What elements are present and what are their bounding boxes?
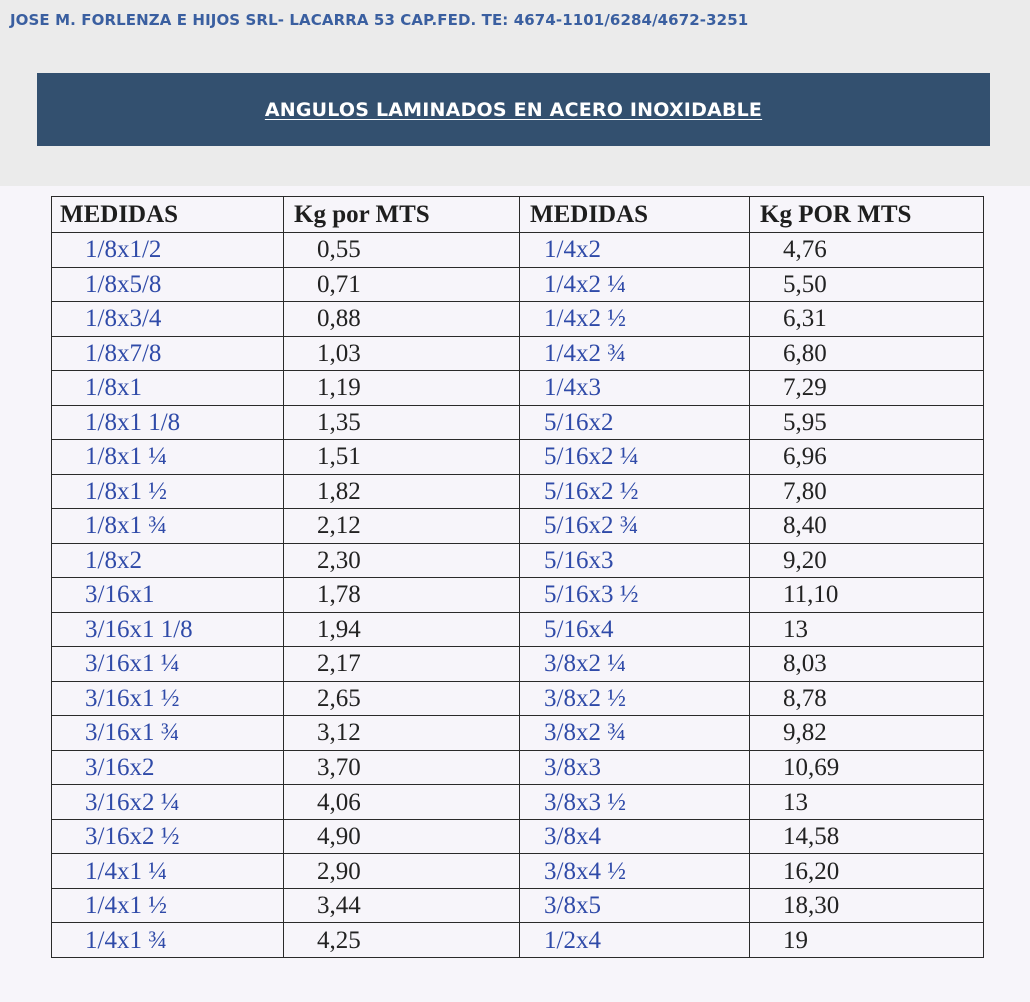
table-row <box>52 371 984 406</box>
medida-left-cell: 1/8x1 1/8 <box>52 405 284 440</box>
kg-left-cell: 0,71 <box>284 267 520 302</box>
kg-left-cell: 3,44 <box>284 888 520 923</box>
kg-right-cell: 7,29 <box>750 371 984 406</box>
table-row <box>52 647 984 682</box>
table-row <box>52 543 984 578</box>
kg-left-cell: 4,90 <box>284 819 520 854</box>
medida-left-cell: 1/8x1 <box>52 371 284 406</box>
kg-right-cell: 16,20 <box>750 854 984 889</box>
medida-left-cell: 3/16x1 1/8 <box>52 612 284 647</box>
header-kg-right: Kg POR MTS <box>750 197 984 233</box>
medida-left-cell: 1/8x1/2 <box>52 233 284 268</box>
kg-right-cell: 6,80 <box>750 336 984 371</box>
table-row <box>52 854 984 889</box>
kg-right-cell: 8,78 <box>750 681 984 716</box>
kg-left-cell: 3,12 <box>284 716 520 751</box>
kg-right-cell: 8,03 <box>750 647 984 682</box>
kg-left-cell: 1,82 <box>284 474 520 509</box>
kg-right-cell: 14,58 <box>750 819 984 854</box>
kg-left-cell: 4,06 <box>284 785 520 820</box>
medida-left-cell: 3/16x1 ½ <box>52 681 284 716</box>
table-row <box>52 267 984 302</box>
medida-left-cell: 1/4x1 ¾ <box>52 923 284 958</box>
kg-left-cell: 2,65 <box>284 681 520 716</box>
medida-right-cell: 3/8x4 <box>520 819 750 854</box>
medida-left-cell: 3/16x1 <box>52 578 284 613</box>
medida-left-cell: 1/8x1 ¼ <box>52 440 284 475</box>
medida-left-cell: 1/8x3/4 <box>52 302 284 337</box>
medida-right-cell: 5/16x2 ½ <box>520 474 750 509</box>
page-title: ANGULOS LAMINADOS EN ACERO INOXIDABLE <box>264 98 763 121</box>
kg-left-cell: 1,94 <box>284 612 520 647</box>
medida-right-cell: 3/8x2 ½ <box>520 681 750 716</box>
medida-left-cell: 3/16x2 ¼ <box>52 785 284 820</box>
header-medidas-left: MEDIDAS <box>52 197 284 233</box>
table-row <box>52 819 984 854</box>
table-row <box>52 233 984 268</box>
kg-right-cell: 5,50 <box>750 267 984 302</box>
title-banner <box>37 73 990 146</box>
medida-left-cell: 1/8x5/8 <box>52 267 284 302</box>
medida-right-cell: 1/2x4 <box>520 923 750 958</box>
kg-left-cell: 2,90 <box>284 854 520 889</box>
medida-left-cell: 1/4x1 ½ <box>52 888 284 923</box>
header-kg-left: Kg por MTS <box>284 197 520 233</box>
kg-left-cell: 0,88 <box>284 302 520 337</box>
kg-left-cell: 1,78 <box>284 578 520 613</box>
company-info: JOSE M. FORLENZA E HIJOS SRL- LACARRA 53 CAP.FED. TE: 4674-1101/6284/4672-3251 <box>10 11 749 29</box>
table-row <box>52 612 984 647</box>
table-row <box>52 681 984 716</box>
kg-right-cell: 11,10 <box>750 578 984 613</box>
table-row <box>52 750 984 785</box>
kg-right-cell: 8,40 <box>750 509 984 544</box>
kg-left-cell: 2,12 <box>284 509 520 544</box>
medida-left-cell: 3/16x2 <box>52 750 284 785</box>
medida-left-cell: 1/8x2 <box>52 543 284 578</box>
medida-right-cell: 5/16x2 ¾ <box>520 509 750 544</box>
medida-right-cell: 1/4x2 ¾ <box>520 336 750 371</box>
table-row <box>52 509 984 544</box>
table-row <box>52 578 984 613</box>
medida-right-cell: 3/8x3 ½ <box>520 785 750 820</box>
kg-left-cell: 1,35 <box>284 405 520 440</box>
kg-left-cell: 0,55 <box>284 233 520 268</box>
table-row <box>52 923 984 958</box>
medida-right-cell: 3/8x4 ½ <box>520 854 750 889</box>
medida-left-cell: 3/16x2 ½ <box>52 819 284 854</box>
medida-left-cell: 1/4x1 ¼ <box>52 854 284 889</box>
medida-right-cell: 1/4x2 ¼ <box>520 267 750 302</box>
medida-left-cell: 3/16x1 ¾ <box>52 716 284 751</box>
kg-right-cell: 13 <box>750 612 984 647</box>
table-row <box>52 336 984 371</box>
kg-right-cell: 18,30 <box>750 888 984 923</box>
weights-table <box>51 196 984 958</box>
medida-right-cell: 3/8x2 ¼ <box>520 647 750 682</box>
kg-right-cell: 13 <box>750 785 984 820</box>
table-row <box>52 785 984 820</box>
kg-left-cell: 1,03 <box>284 336 520 371</box>
kg-left-cell: 4,25 <box>284 923 520 958</box>
table-header-row <box>52 197 984 233</box>
medida-right-cell: 1/4x2 ½ <box>520 302 750 337</box>
kg-right-cell: 9,20 <box>750 543 984 578</box>
kg-right-cell: 19 <box>750 923 984 958</box>
medida-right-cell: 5/16x3 ½ <box>520 578 750 613</box>
medida-right-cell: 5/16x2 ¼ <box>520 440 750 475</box>
table-row <box>52 440 984 475</box>
medida-left-cell: 1/8x7/8 <box>52 336 284 371</box>
kg-right-cell: 9,82 <box>750 716 984 751</box>
kg-left-cell: 2,30 <box>284 543 520 578</box>
kg-right-cell: 6,31 <box>750 302 984 337</box>
kg-right-cell: 10,69 <box>750 750 984 785</box>
medida-right-cell: 3/8x3 <box>520 750 750 785</box>
medida-left-cell: 3/16x1 ¼ <box>52 647 284 682</box>
kg-left-cell: 2,17 <box>284 647 520 682</box>
kg-left-cell: 1,51 <box>284 440 520 475</box>
kg-right-cell: 7,80 <box>750 474 984 509</box>
medida-right-cell: 5/16x3 <box>520 543 750 578</box>
medida-right-cell: 5/16x4 <box>520 612 750 647</box>
header-medidas-right: MEDIDAS <box>520 197 750 233</box>
kg-right-cell: 5,95 <box>750 405 984 440</box>
medida-left-cell: 1/8x1 ¾ <box>52 509 284 544</box>
kg-right-cell: 4,76 <box>750 233 984 268</box>
table-row <box>52 716 984 751</box>
medida-right-cell: 1/4x3 <box>520 371 750 406</box>
medida-right-cell: 1/4x2 <box>520 233 750 268</box>
kg-left-cell: 3,70 <box>284 750 520 785</box>
medida-right-cell: 5/16x2 <box>520 405 750 440</box>
kg-left-cell: 1,19 <box>284 371 520 406</box>
medida-right-cell: 3/8x5 <box>520 888 750 923</box>
table-row <box>52 888 984 923</box>
kg-right-cell: 6,96 <box>750 440 984 475</box>
medida-left-cell: 1/8x1 ½ <box>52 474 284 509</box>
table-row <box>52 302 984 337</box>
medida-right-cell: 3/8x2 ¾ <box>520 716 750 751</box>
table-row <box>52 405 984 440</box>
table-row <box>52 474 984 509</box>
